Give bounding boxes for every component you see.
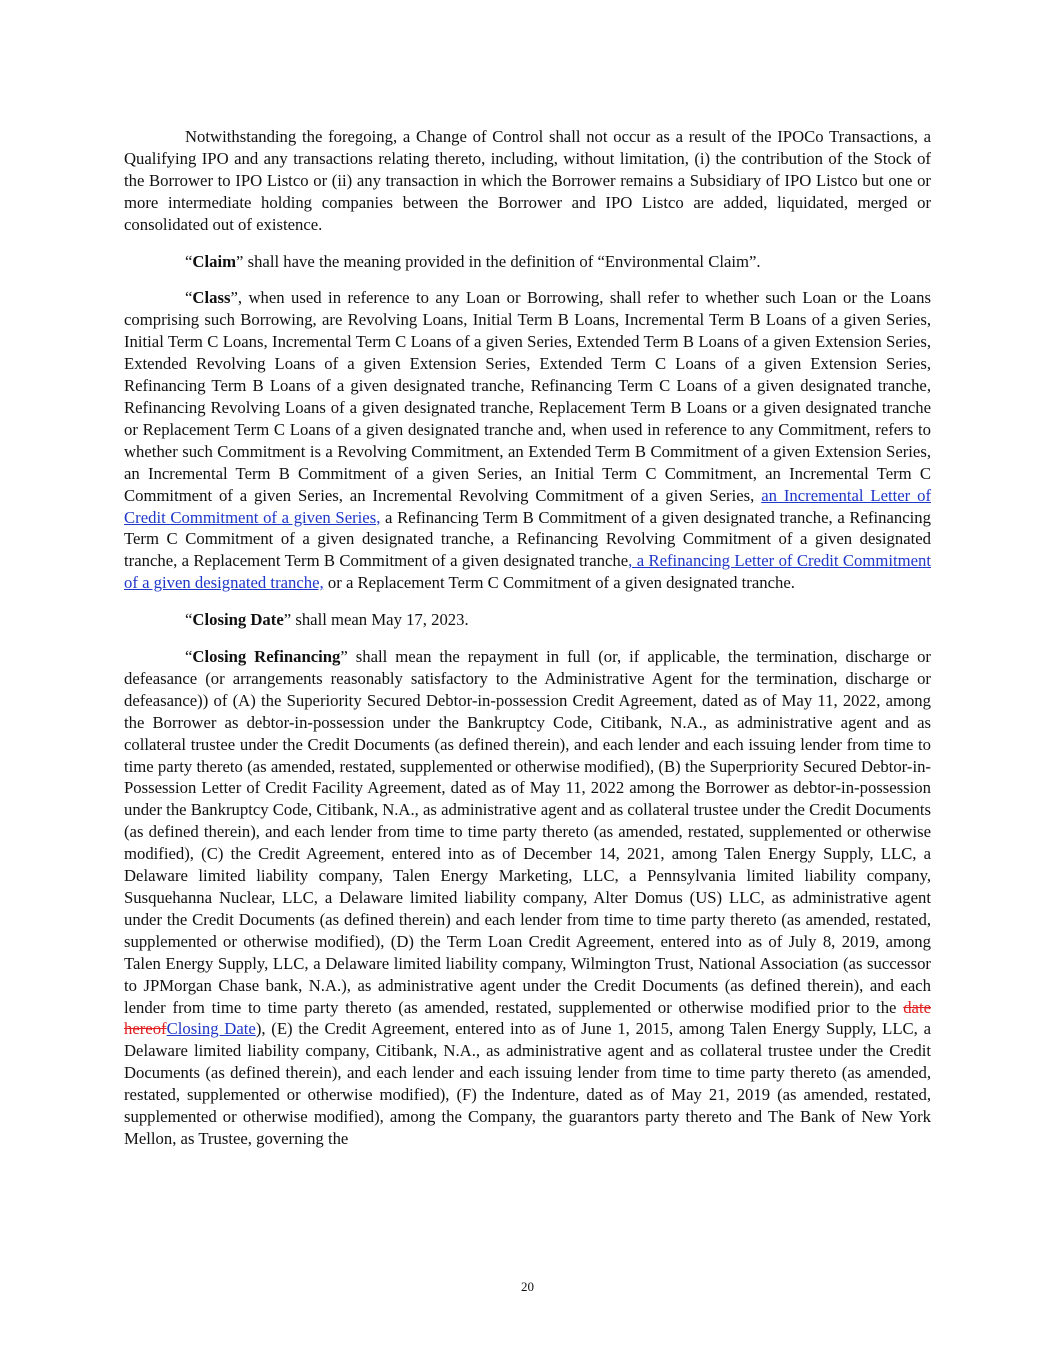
definition-class	[124, 287, 931, 594]
definition-closing-date	[124, 609, 931, 631]
paragraph-text: a Refinancing Term B Commitment of a given designated tranche, a Refinancing Term C Commitment of a given designated tranche, a Refinancing Revolving Commitment of a given designated tranche, a Replacement Term B Commitment of a given designated tranche	[124, 507, 931, 571]
paragraph-text: “	[185, 610, 193, 630]
definition-claim	[124, 251, 931, 273]
paragraph-text: ” shall have the meaning provided in the definition of “Environmental Claim”.	[236, 251, 761, 271]
paragraph-text: ), (E) the Credit Agreement, entered into as of June 1, 2015, among Talen Energy Supply, LLC, a Delaware limited liability company, Citibank, N.A., as administrative agent and as collateral trustee under the Credit Documents (as defined therein), and each lender and each issuing lender from time to time party thereto (as amended, restated, supplemented or otherwise modified), (F) the Indenture, dated as of May 21, 2019 (as amended, restated, supplemented or otherwise modified), among the Company, the guarantors party thereto and The Bank of New York Mellon, as Trustee, governing the	[124, 1019, 931, 1148]
deleted-text: date hereof	[124, 997, 931, 1039]
paragraph-change-of-control-exception	[124, 126, 931, 236]
defined-term: Class	[192, 288, 231, 308]
document-body	[124, 126, 931, 1150]
inserted-text: an Incremental Letter of Credit Commitment of a given Series,	[124, 485, 932, 527]
definition-closing-refinancing	[124, 646, 931, 1150]
inserted-text: Closing Date	[166, 1019, 256, 1039]
paragraph-text: ” shall mean the repayment in full (or, if applicable, the termination, discharge or defeasance (or arrangements reasonably satisfactory to the Administrative Agent for the termination, discharge or defeasance)) of (A) the Superiority Secured Debtor-in-possession Credit Agreement, dated as of May 11, 2022, among the Borrower as debtor-in-possession under the Bankruptcy Code, Citibank, N.A., as administrative agent and as collateral trustee under the Credit Documents (as defined therein), and each lender and each issuing lender from time to time party thereto (as amended, restated, supplemented or otherwise modified), (B) the Superpriority Secured Debtor-in-Possession Letter of Credit Facility Agreement, dated as of May 11, 2022 among the Borrower as debtor-in-possession under the Bankruptcy Code, Citibank, N.A., as administrative agent and as collateral trustee under the Credit Documents (as defined therein), and each lender from time to time party thereto (as amended, restated, supplemented or otherwise modified), (C) the Credit Agreement, entered into as of December 14, 2021, among Talen Energy Supply, LLC, a Delaware limited liability company, Talen Energy Marketing, LLC, a Pennsylvania limited liability company, Susquehanna Nuclear, LLC, a Delaware limited liability company, Alter Domus (US) LLC, as administrative agent under the Credit Documents (as defined therein) and each lender from time to time party thereto (as amended, restated, supplemented or otherwise modified), (D) the Term Loan Credit Agreement, entered into as of July 8, 2019, among Talen Energy Supply, LLC, a Delaware limited liability company, Wilmington Trust, National Association (as successor to JPMorgan Chase bank, N.A.), as administrative agent under the Credit Documents (as defined therein), and each lender from time to time party thereto (as amended, restated, supplemented or otherwise modified prior to the	[124, 647, 931, 1017]
inserted-text: , a Refinancing Letter of Credit Commitment of a given designated tranche,	[124, 551, 931, 593]
defined-term: Claim	[192, 251, 236, 271]
paragraph-text: ”, when used in reference to any Loan or Borrowing, shall refer to whether such Loan or the Loans comprising such Borrowing, are Revolving Loans, Initial Term B Loans, Incremental Term B Loans of a given Series, Initial Term C Loans, Incremental Term C Loans of a given Series, Extended Term B Loans of a given Extension Series, Extended Revolving Loans of a given Extension Series, Extended Term C Loans of a given Extension Series, Refinancing Term B Loans of a given designated tranche, Refinancing Term C Loans of a given designated tranche, Refinancing Revolving Loans of a given designated tranche, Replacement Term B Loans or a given designated tranche or Replacement Term C Loans of a given designated tranche and, when used in reference to any Commitment, refers to whether such Commitment is a Revolving Commitment, an Extended Term B Commitment of a given Extension Series, an Incremental Term B Commitment of a given Series, an Initial Term C Commitment, an Incremental Term C Commitment of a given Series, an Incremental Revolving Commitment of a given Series,	[124, 288, 931, 505]
defined-term: Closing Date	[192, 610, 284, 630]
paragraph-text: Notwithstanding the foregoing, a Change of Control shall not occur as a result of the IPOCo Transactions, a Qualifying IPO and any transactions relating thereto, including, without limitation, (i) the contribution of the Stock of the Borrower to IPO Listco or (ii) any transaction in which the Borrower remains a Subsidiary of IPO Listco but one or more intermediate holding companies between the Borrower and IPO Listco are added, liquidated, merged or consolidated out of existence.	[124, 127, 931, 234]
defined-term: Closing Refinancing	[192, 647, 341, 667]
page-number: 20	[521, 1279, 534, 1294]
paragraph-text: ” shall mean May 17, 2023.	[283, 610, 469, 630]
paragraph-text: “	[185, 647, 193, 667]
paragraph-text: “	[185, 251, 193, 271]
paragraph-text: or a Replacement Term C Commitment of a given designated tranche.	[323, 573, 795, 593]
paragraph-text: “	[185, 288, 193, 308]
